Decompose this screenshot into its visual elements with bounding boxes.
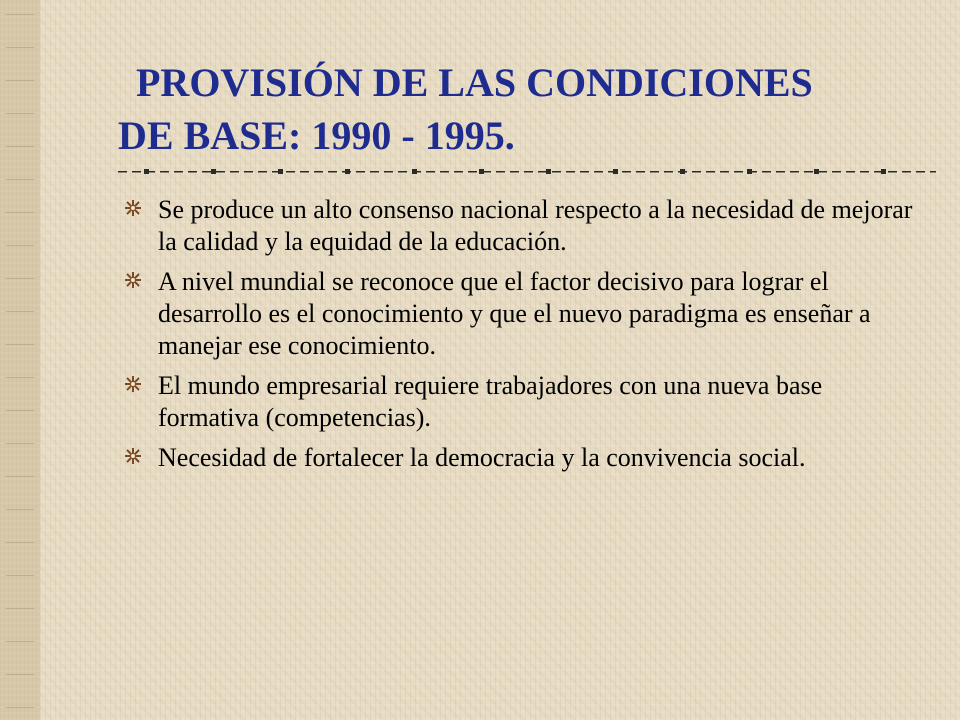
- bullet-item: [120, 370, 920, 434]
- divider-dash: [398, 171, 407, 173]
- divider-dash: [258, 171, 267, 173]
- divider-marker: [211, 169, 216, 174]
- divider-dash: [790, 171, 799, 173]
- divider-dash: [622, 171, 631, 173]
- strip-line: [6, 443, 34, 444]
- divider-dash: [244, 171, 253, 173]
- divider-dash: [160, 171, 169, 173]
- divider-dash: [846, 171, 855, 173]
- divider-dash: [314, 171, 323, 173]
- divider-marker: [814, 169, 819, 174]
- divider-dash: [818, 171, 827, 173]
- asterisk-bullet-icon: [124, 199, 142, 217]
- asterisk-bullet-icon: [124, 375, 142, 393]
- divider-dash: [202, 171, 211, 173]
- divider-dash: [300, 171, 309, 173]
- strip-line: [6, 179, 34, 180]
- divider-marker: [881, 169, 886, 174]
- divider-dash: [496, 171, 505, 173]
- strip-line: [6, 641, 34, 642]
- strip-line: [6, 14, 34, 15]
- strip-line: [6, 410, 34, 411]
- divider-dash: [776, 171, 785, 173]
- strip-line: [6, 707, 34, 708]
- divider-dash: [650, 171, 659, 173]
- divider-dash: [356, 171, 365, 173]
- divider-dash: [552, 171, 561, 173]
- divider-dash: [594, 171, 603, 173]
- strip-line: [6, 674, 34, 675]
- divider-marker: [613, 169, 618, 174]
- divider-dash: [930, 171, 936, 173]
- divider-dash: [580, 171, 589, 173]
- divider-dash: [454, 171, 463, 173]
- divider-dash: [468, 171, 477, 173]
- bullet-item: [120, 266, 920, 362]
- divider-dash: [230, 171, 239, 173]
- bullet-list: [120, 194, 920, 482]
- bullet-text: El mundo empresarial requiere trabajadores con una nueva base formativa (competencias).: [158, 371, 823, 432]
- divider-dash: [902, 171, 911, 173]
- divider-dash: [328, 171, 337, 173]
- strip-line: [6, 113, 34, 114]
- divider-dash: [132, 171, 141, 173]
- divider-marker: [479, 169, 484, 174]
- bullet-text: Necesidad de fortalecer la democracia y la convivencia social.: [158, 443, 806, 472]
- strip-line: [6, 278, 34, 279]
- divider-dash: [734, 171, 743, 173]
- divider-dash: [216, 171, 225, 173]
- divider-dash: [720, 171, 729, 173]
- strip-line: [6, 80, 34, 81]
- divider-dash: [832, 171, 841, 173]
- divider-dash: [664, 171, 673, 173]
- divider-dash: [538, 171, 547, 173]
- divider-marker: [412, 169, 417, 174]
- strip-line: [6, 245, 34, 246]
- divider-dash: [510, 171, 519, 173]
- divider-dash: [384, 171, 393, 173]
- slide-title-line-2: DE BASE: 1990 - 1995.: [118, 113, 515, 158]
- strip-line: [6, 608, 34, 609]
- strip-line: [6, 344, 34, 345]
- slide-title: [118, 56, 918, 162]
- bullet-item: [120, 194, 920, 258]
- dashed-divider: [118, 164, 936, 178]
- strip-line: [6, 47, 34, 48]
- slide-title-line-1: PROVISIÓN DE LAS CONDICIONES: [136, 60, 813, 105]
- divider-dash: [188, 171, 197, 173]
- divider-dash: [888, 171, 897, 173]
- divider-marker: [546, 169, 551, 174]
- strip-line: [6, 476, 34, 477]
- divider-dash: [916, 171, 925, 173]
- divider-dash: [524, 171, 533, 173]
- strip-line: [6, 377, 34, 378]
- divider-dash: [286, 171, 295, 173]
- strip-line: [6, 575, 34, 576]
- divider-marker: [747, 169, 752, 174]
- divider-dash: [762, 171, 771, 173]
- strip-line: [6, 212, 34, 213]
- divider-dash: [692, 171, 701, 173]
- divider-dash: [706, 171, 715, 173]
- strip-line: [6, 311, 34, 312]
- divider-marker: [345, 169, 350, 174]
- divider-dash: [804, 171, 813, 173]
- strip-line: [6, 509, 34, 510]
- strip-line: [6, 146, 34, 147]
- divider-dash: [174, 171, 183, 173]
- divider-dash: [566, 171, 575, 173]
- strip-line: [6, 542, 34, 543]
- asterisk-bullet-icon: [124, 271, 142, 289]
- divider-dash: [636, 171, 645, 173]
- asterisk-bullet-icon: [124, 447, 142, 465]
- divider-dash: [118, 171, 127, 173]
- bullet-item: [120, 442, 920, 474]
- divider-marker: [278, 169, 283, 174]
- divider-marker: [680, 169, 685, 174]
- bullet-text: Se produce un alto consenso nacional respecto a la necesidad de mejorar la calidad y la equidad de la educación.: [158, 195, 913, 256]
- divider-dash: [440, 171, 449, 173]
- divider-dash: [370, 171, 379, 173]
- divider-marker: [144, 169, 149, 174]
- bullet-text: A nivel mundial se reconoce que el factor decisivo para lograr el desarrollo es el conocimiento y que el nuevo paradigma es enseñar a manejar ese conocimiento.: [158, 267, 871, 360]
- divider-dash: [860, 171, 869, 173]
- divider-dash: [426, 171, 435, 173]
- left-decorative-strip: [0, 0, 40, 720]
